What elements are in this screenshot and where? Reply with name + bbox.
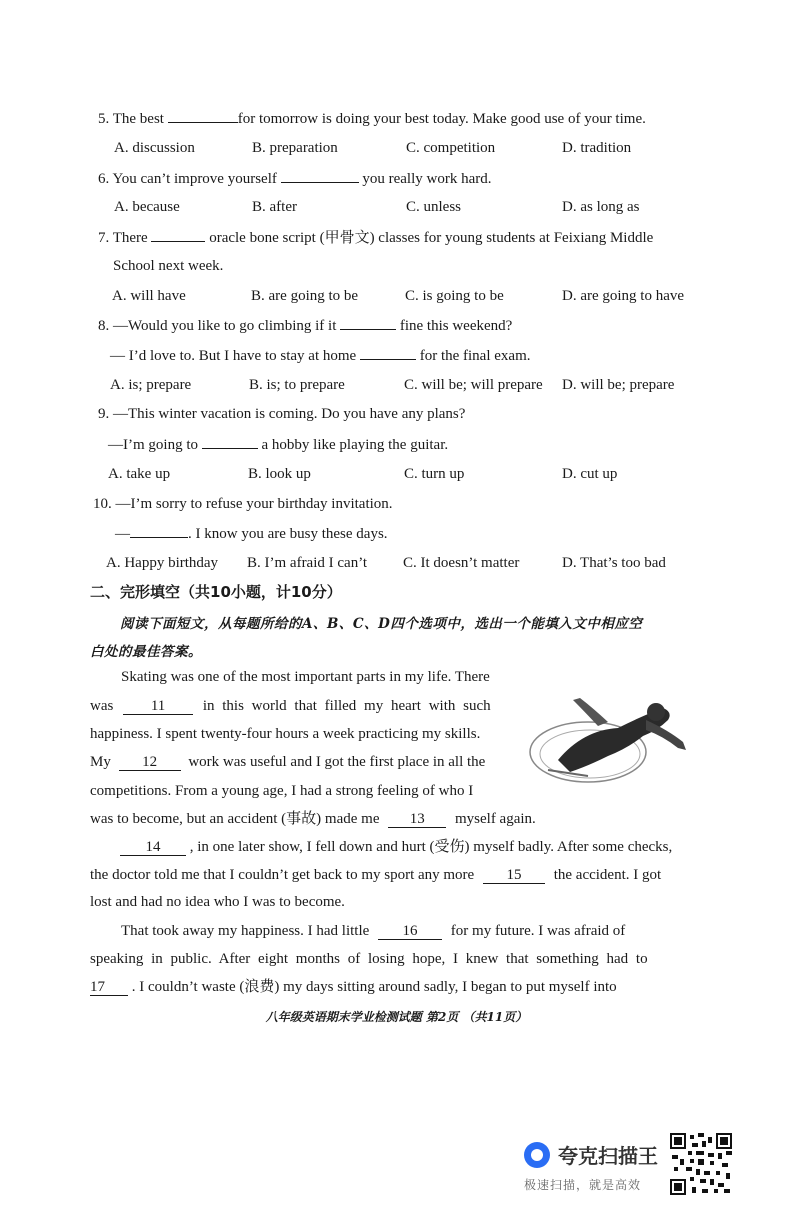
q5-option-c: C. competition xyxy=(406,140,496,156)
q6-option-b: B. after xyxy=(252,199,297,215)
speed-skater-illustration xyxy=(528,690,698,785)
cloze-blank-12: 12 xyxy=(119,754,181,771)
q7-option-c: C. is going to be xyxy=(405,288,504,304)
q8-reply-a: — I’d love to. But I have to stay at home xyxy=(110,348,360,364)
q10-blank xyxy=(130,523,188,538)
q8-text-a: 8. —Would you like to go climbing if it xyxy=(98,318,341,334)
q9-option-b: B. look up xyxy=(248,466,311,482)
question-5-stem xyxy=(98,108,646,129)
q7-option-b: B. are going to be xyxy=(251,288,359,304)
q6-option-d: D. as long as xyxy=(562,199,640,215)
question-9-reply xyxy=(108,434,448,455)
q5-text-a: 5. The best xyxy=(98,111,168,127)
q9-option-d: D. cut up xyxy=(562,466,618,482)
q8-option-c: C. will be; will prepare xyxy=(404,377,543,393)
q9-option-a: A. take up xyxy=(108,466,171,482)
passage-text: the doctor told me that I couldn’t get back to my sport any more xyxy=(90,867,475,883)
q9-reply-a: —I’m going to xyxy=(108,437,202,453)
q6-option-a: A. because xyxy=(114,199,180,215)
q8-blank-2 xyxy=(360,345,416,360)
cloze-blank-13: 13 xyxy=(388,811,446,828)
page-footer: 八年级英语期末学业检测试题 第2页 （共11页） xyxy=(265,1010,528,1024)
passage-text: for my future. I was afraid of xyxy=(450,923,626,939)
q8-option-a: A. is; prepare xyxy=(110,377,192,393)
passage-line-5: competitions. From a young age, I had a strong feeling of who I xyxy=(90,783,474,799)
passage-text: My xyxy=(90,754,111,770)
q8-text-b: fine this weekend? xyxy=(396,318,513,334)
passage-line-2 xyxy=(90,696,491,716)
passage-text: work was useful and I got the first place in all the xyxy=(188,754,486,770)
question-8-reply xyxy=(110,345,531,366)
passage-text: , in one later show, I fell down and hurt (受伤) myself badly. After some checks, xyxy=(189,839,673,855)
question-8-stem xyxy=(98,315,512,336)
q8-reply-b: for the final exam. xyxy=(415,348,531,364)
q10-reply-a: — xyxy=(115,526,130,542)
question-9-stem: 9. —This winter vacation is coming. Do you have any plans? xyxy=(98,406,466,422)
q8-blank-1 xyxy=(340,315,396,330)
q8-option-d: D. will be; prepare xyxy=(562,377,675,393)
passage-line-3: happiness. I spent twenty-four hours a week practicing my skills. xyxy=(90,726,481,742)
question-10-reply xyxy=(115,523,388,544)
cloze-blank-11: 11 xyxy=(123,698,193,715)
passage-text: That took away my happiness. I had little xyxy=(121,923,370,939)
q6-text-a: 6. You can’t improve yourself xyxy=(98,171,281,187)
q10-option-d: D. That’s too bad xyxy=(562,555,666,571)
passage-line-7 xyxy=(120,837,672,857)
scanner-logo-icon xyxy=(524,1142,550,1168)
q6-option-c: C. unless xyxy=(406,199,462,215)
passage-line-6 xyxy=(90,809,536,829)
q9-option-c: C. turn up xyxy=(404,466,465,482)
passage-text: myself again. xyxy=(454,811,536,827)
q8-option-b: B. is; to prepare xyxy=(249,377,345,393)
qr-code-icon xyxy=(670,1133,732,1195)
section-2-instruction-2: 白处的最佳答案。 xyxy=(90,644,202,660)
q5-option-b: B. preparation xyxy=(252,140,338,156)
q6-blank xyxy=(281,168,359,183)
passage-line-8 xyxy=(90,865,661,885)
passage-text: the accident. I got xyxy=(553,867,662,883)
q9-blank xyxy=(202,434,258,449)
scanner-slogan: 极速扫描，就是高效 xyxy=(524,1178,642,1192)
q10-option-c: C. It doesn’t matter xyxy=(403,555,520,571)
question-10-stem: 10. —I’m sorry to refuse your birthday invitation. xyxy=(93,496,393,512)
q7-stem-cont: School next week. xyxy=(113,258,224,274)
q7-text-b: oracle bone script (甲骨文) classes for young students at Feixiang Middle xyxy=(205,230,654,246)
scanner-watermark xyxy=(524,1140,674,1200)
q5-blank xyxy=(168,108,238,123)
passage-line-9: lost and had no idea who I was to become. xyxy=(90,894,345,910)
passage-text: . I couldn’t waste (浪费) my days sitting around sadly, I began to put myself into xyxy=(131,979,617,995)
q10-reply-b: . I know you are busy these days. xyxy=(188,526,388,542)
cloze-blank-17: 17 xyxy=(90,979,128,996)
q7-option-d: D. are going to have xyxy=(562,288,685,304)
passage-text: in this world that filled my heart with such xyxy=(202,698,491,714)
passage-text: was xyxy=(90,698,114,714)
passage-line-10 xyxy=(121,921,625,941)
question-6-stem xyxy=(98,168,492,189)
q5-text-b: for tomorrow is doing your best today. Make good use of your time. xyxy=(237,111,646,127)
q7-text-a: 7. There xyxy=(98,230,152,246)
q9-reply-b: a hobby like playing the guitar. xyxy=(257,437,449,453)
q5-option-d: D. tradition xyxy=(562,140,632,156)
section-2-title: 二、完形填空（共10小题，计10分） xyxy=(90,583,342,601)
section-2-instruction-1: 阅读下面短文，从每题所给的A、B、C、D四个选项中，选出一个能填入文中相应空 xyxy=(120,616,643,632)
cloze-blank-14: 14 xyxy=(120,839,186,856)
q5-option-a: A. discussion xyxy=(114,140,195,156)
q10-option-b: B. I’m afraid I can’t xyxy=(247,555,368,571)
passage-text: was to become, but an accident (事故) made me xyxy=(90,811,380,827)
passage-line-12 xyxy=(90,977,617,997)
passage-line-11: speaking in public. After eight months of losing hope, I knew that something had to xyxy=(90,951,648,967)
q7-blank xyxy=(151,227,205,242)
cloze-blank-15: 15 xyxy=(483,867,545,884)
passage-line-1: Skating was one of the most important parts in my life. There xyxy=(121,669,490,685)
cloze-blank-16: 16 xyxy=(378,923,442,940)
q10-option-a: A. Happy birthday xyxy=(106,555,219,571)
passage-line-4 xyxy=(90,752,485,772)
q6-text-b: you really work hard. xyxy=(358,171,492,187)
q7-option-a: A. will have xyxy=(112,288,186,304)
scanner-brand-name: 夸克扫描王 xyxy=(558,1144,658,1168)
question-7-stem xyxy=(98,227,653,248)
